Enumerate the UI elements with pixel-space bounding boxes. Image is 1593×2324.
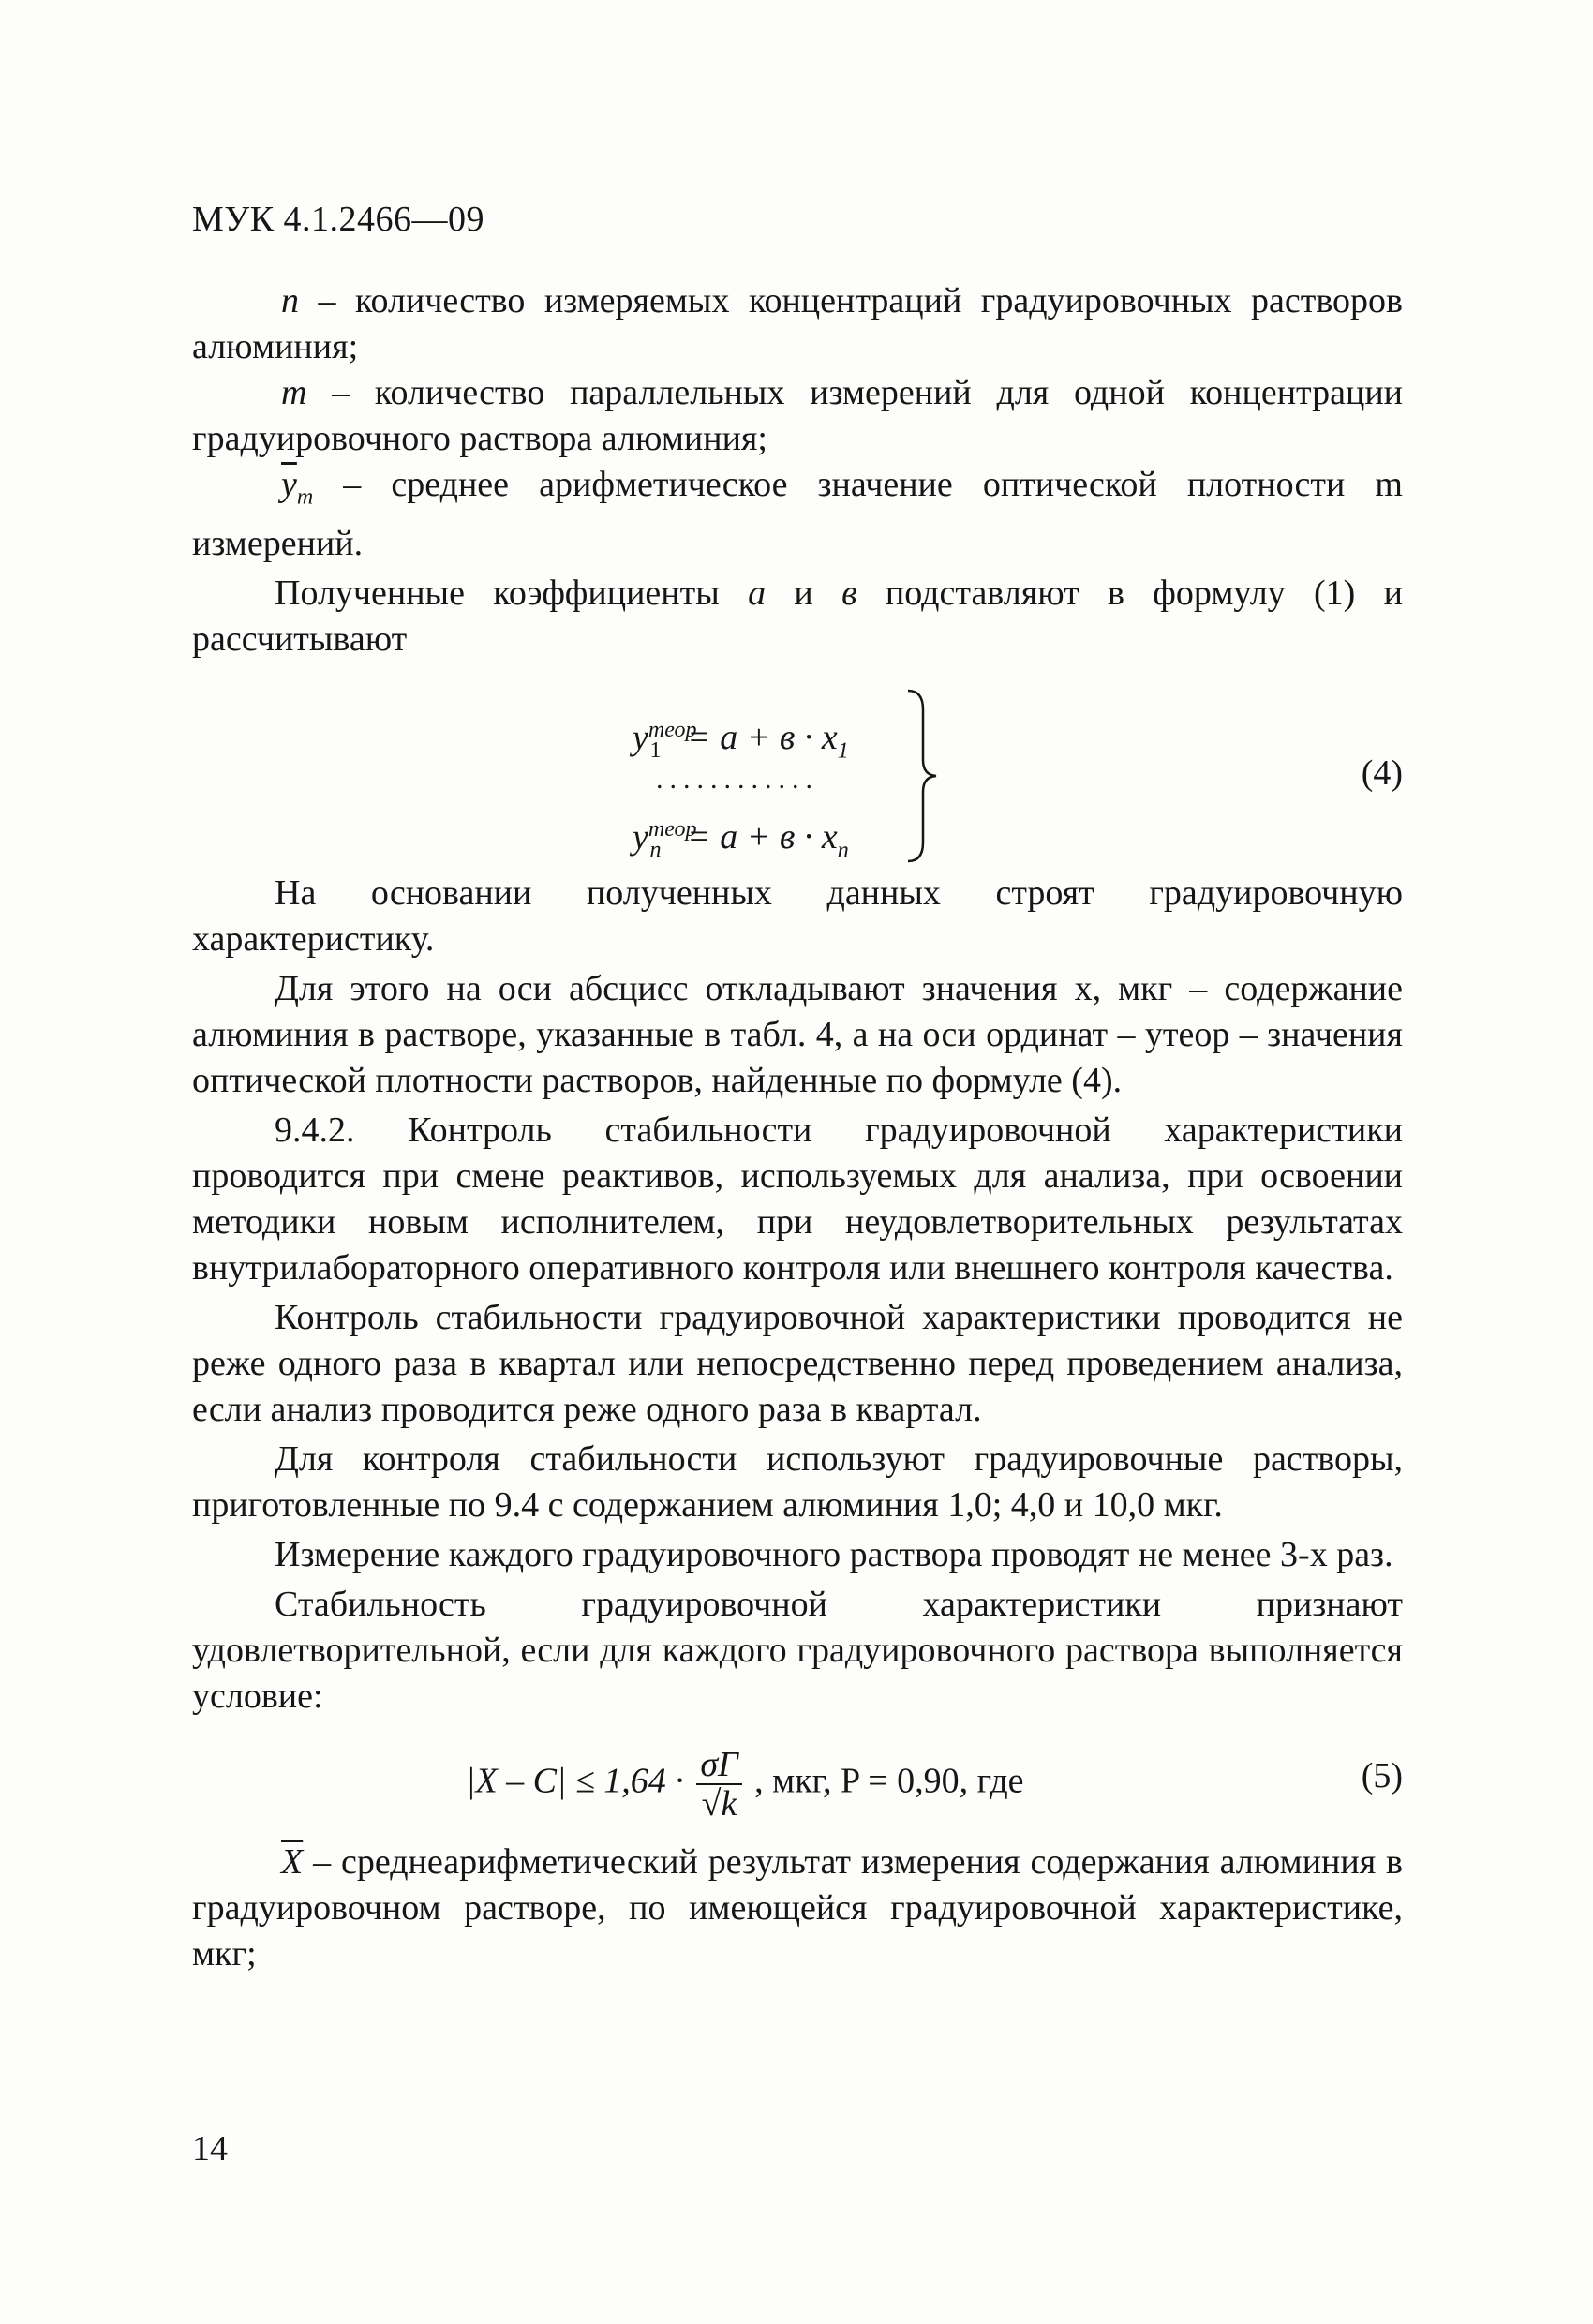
- page-body: [192, 278, 1403, 1977]
- paragraph-3: 9.4.2. Контроль стабильности градуировочной характеристики проводится при смене реактивов, используемых для анализа, при освоении методики новым исполнителем, при неудовлетворительных результатах внутрилабораторного оперативного контроля или внешнего контроля качества.: [192, 1110, 1403, 1288]
- paragraph-5: Для контроля стабильности используют градуировочные растворы, приготовленные по 9.4 с содержанием алюминия 1,0; 4,0 и 10,0 мкг.: [192, 1438, 1403, 1525]
- paragraph-6: Измерение каждого градуировочного раствора проводят не менее 3-х раз.: [275, 1534, 1393, 1574]
- definition-n-text: – количество измеряемых концентраций градуировочных растворов алюминия;: [192, 281, 1403, 366]
- eq4-rhs-1-sub: 1: [837, 737, 849, 763]
- definition-x-mean-text: – среднеарифметический результат измерения содержания алюминия в градуировочном растворе, по имеющейся градуировочной характеристике, мкг;: [192, 1841, 1403, 1974]
- eq4-y1: y: [633, 718, 648, 758]
- symbol-x-mean: $\overline{X}$: [281, 1841, 304, 1882]
- definition-m-text: – количество параллельных измерений для одной концентрации градуировочного раствора алюминия;: [192, 373, 1403, 458]
- coef-text-pre: Полученные коэффициенты: [275, 573, 749, 613]
- symbol-m: m: [281, 373, 307, 412]
- equation-5-formula: [466, 1746, 1024, 1823]
- paragraph-4: Контроль стабильности градуировочной характеристики проводится не реже одного раза в квартал или непосредственно перед проведением анализа, если анализ проводится реже одного раза в квартал.: [192, 1297, 1403, 1429]
- eq5-tail: , мкг, P = 0,90, где: [754, 1761, 1024, 1801]
- eq4-sup-1: теор: [648, 717, 697, 742]
- equation-4-dots: ............: [656, 763, 819, 795]
- eq4-rhs-n: = a + в · x: [687, 817, 838, 857]
- eq5-abs-part: |X – C| ≤ 1,64 ·: [466, 1761, 684, 1801]
- eq4-sup-n: теор: [648, 816, 697, 842]
- document-header: МУК 4.1.2466—09: [192, 200, 485, 239]
- equation-5-number: (5): [1361, 1755, 1403, 1795]
- eq5-fraction: [696, 1746, 741, 1823]
- symbol-y-mean-subscript: m: [296, 484, 314, 510]
- eq4-rhs-n-sub: n: [837, 837, 849, 862]
- equation-4-line-n: [633, 807, 849, 873]
- equation-4-number: (4): [1361, 752, 1403, 793]
- paragraph-1: На основании полученных данных строят градуировочную характеристику.: [192, 872, 1403, 959]
- right-brace-icon: [904, 687, 942, 865]
- definition-ym-text: – среднее арифметическое значение оптической плотности m измерений.: [192, 465, 1403, 563]
- definition-x-mean: [192, 1840, 1403, 1977]
- coef-a: a: [748, 573, 767, 613]
- eq4-sub-1: 1: [649, 737, 662, 763]
- symbol-y-mean: $\overline{y}$: [281, 465, 297, 504]
- eq4-rhs-1: = a + в · x: [687, 718, 838, 758]
- paragraph-7: Стабильность градуировочной характеристики признают удовлетворительной, если для каждого градуировочного раствора выполняется условие:: [192, 1584, 1403, 1716]
- definition-ym: [192, 462, 1403, 567]
- eq5-numerator: σГ: [696, 1746, 741, 1785]
- coef-b: в: [841, 573, 857, 613]
- eq4-yn: y: [633, 817, 648, 857]
- coef-text-mid: и: [766, 573, 842, 613]
- definition-n: [192, 278, 1403, 370]
- eq4-sub-n: n: [649, 837, 662, 862]
- definition-m: [192, 370, 1403, 462]
- symbol-n: n: [281, 281, 299, 320]
- paragraph-2: Для этого на оси абсцисс откладывают значения x, мкг – содержание алюминия в растворе, указанные в табл. 4, а на оси ординат – yтеор – значения оптической плотности растворов, найденные по формуле (4).: [192, 968, 1403, 1100]
- paragraph-coefficients: [192, 571, 1403, 663]
- coef-text-post: подставляют в формулу (1) и рассчитывают: [192, 573, 1403, 659]
- page-number: 14: [192, 2129, 228, 2168]
- equation-5: [192, 1735, 1403, 1832]
- eq5-denominator: √k: [701, 1783, 737, 1824]
- equation-4: [192, 670, 1403, 867]
